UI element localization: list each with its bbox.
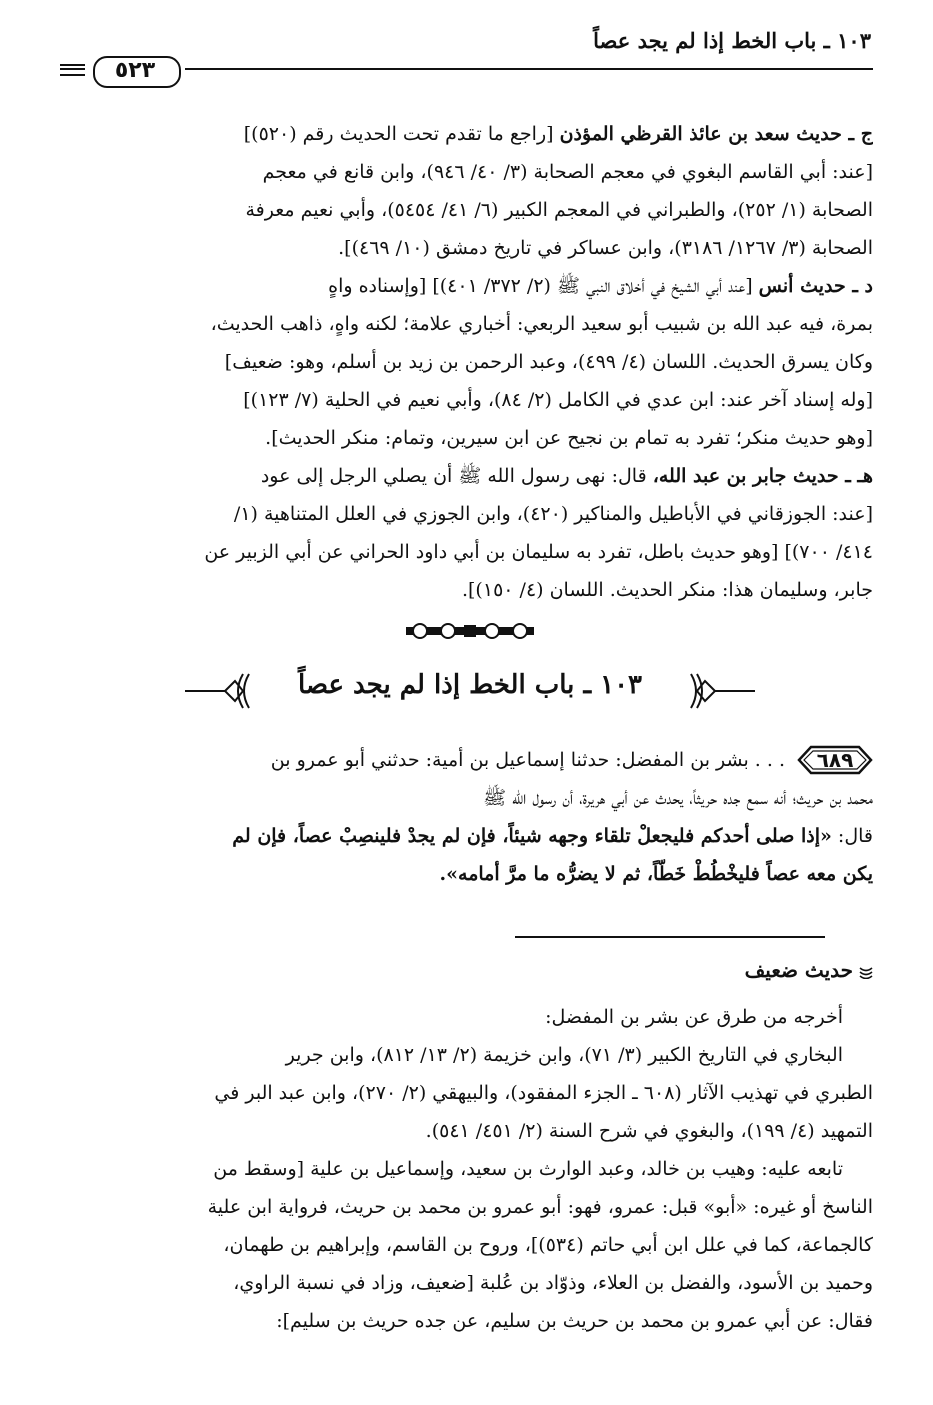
line-text: التمهيد (٤/ ١٩٩)، والبغوي في شرح السنة (٢/ ٤٥١/ ٥٤١). [425,1120,873,1142]
line-text: البخاري في التاريخ الكبير (٣/ ٧١)، وابن خزيمة (٢/ ١٣/ ٨١٢)، وابن جرير [285,1044,843,1066]
ornament-separator [400,622,540,640]
line-text: وكان يسرق الحديث. اللسان (٤/ ٤٩٩)، وعبد الرحمن بن زيد بن أسلم، وهو: ضعيف] [224,351,873,373]
line-text: الصحابة (١/ ٢٥٢)، والطبراني في المعجم الكبير (٦/ ٤١/ ٥٤٥٤)، وأبي نعيم معرفة [245,199,873,221]
text-line [58,533,873,571]
text-line [58,457,873,495]
line-bold: يكن معه عصاً فليخْطُطْ خَطّاً، ثم لا يضرُّه ما مرَّ أمامه». [439,863,873,885]
line-text: تابعه عليه: وهيب بن خالد، وعبد الوارث بن سعيد، وإسماعيل بن علية [وسقط من [213,1158,843,1180]
line-bold: ج ـ حديث سعد بن عائذ القرظي المؤذن [559,123,873,145]
text-line [58,1188,873,1226]
line-text: الطبري في تهذيب الآثار (٦٠٨ ـ الجزء المفقود)، والبيهقي (٢/ ٢٧٠)، وابن عبد البر في [214,1082,873,1104]
text-line [58,1302,873,1340]
hadith-number: ٦٨٩ [816,748,854,772]
page-number: ٥٢٣ [114,58,156,83]
line-text: كالجماعة، كما في علل ابن أبي حاتم (٥٣٤)]، وروح بن القاسم، وإبراهيم بن طهمان، [223,1234,873,1256]
line-text: الناسخ أو غيره: «أبو» قبل: عمرو، فهو: أبو عمرو بن محمد بن حريث، فرواية ابن علية [207,1196,873,1218]
text-line [58,1264,873,1302]
line-text: . . . بشر بن المفضل: حدثنا إسماعيل بن أمية: حدثني أبو عمرو بن [270,749,785,771]
line-text: [وله إسناد آخر عند: ابن عدي في الكامل (٢/ ٨٤)، وأبي نعيم في الحلية (٧/ ١٢٣)] [243,389,873,411]
text-line [58,1074,873,1112]
line-text: محمد بن حريث؛ أنه سمع جده حريثاً، يحدث عن أبي هريرة، أن رسول الله ﷺ [483,787,873,809]
text-line [58,419,873,457]
text-line [58,779,873,817]
text-line [58,343,873,381]
text-line [58,855,873,893]
text-line [58,153,873,191]
grade-marker-icon [859,965,873,979]
line-text: [عند أبي الشيخ في أخلاق النبي ﷺ (٢/ ٣٧٢/ ٤٠١)] [وإسناده واهٍ [328,275,759,297]
text-line [58,381,873,419]
line-text: قال: [831,825,873,847]
line-text: ٤١٤/ ٧٠٠)] [وهو حديث باطل، تفرد به سليمان بن أبي داود الحراني عن أبي الزبير عن [204,541,873,563]
line-bold: هـ ـ حديث جابر بن عبد الله، [652,465,873,487]
text-line [58,741,873,779]
grade-text: حديث ضعيف [744,958,853,982]
hadith-grade [745,958,873,982]
running-title: ١٠٣ ـ باب الخط إذا لم يجد عصاً [593,28,871,53]
text-line [58,1036,873,1074]
hadith-text [58,741,873,893]
text-line [58,1226,873,1264]
line-text: [عند: الجوزقاني في الأباطيل والمناكير (٤٢٠)، وابن الجوزي في العلل المتناهية (١/ [233,503,873,525]
line-text: فقال: عن أبي عمرو بن محمد بن حريث بن سليم، عن جده حريث بن سليم]: [276,1310,873,1332]
line-text: [عند: أبي القاسم البغوي في معجم الصحابة (٣/ ٤٠/ ٩٤٦)، وابن قانع في معجم [262,161,873,183]
text-line [58,229,873,267]
top-section [58,115,873,609]
text-line [58,817,873,855]
line-bold: «إذا صلى أحدكم فليجعلْ تلقاء وجهه شيئاً، فإن لم يجدْ فلينصِبْ عصاً، فإن لم [232,825,832,847]
text-line [58,305,873,343]
line-text: [راجع ما تقدم تحت الحديث رقم (٥٢٠)] [243,123,560,145]
line-text: جابر، وسليمان هذا: منكر الحديث. اللسان (٤/ ١٥٠)]. [461,579,873,601]
page-number-badge [85,54,185,88]
line-text: أخرجه من طرق عن بشر بن المفضل: [545,1006,843,1028]
line-text: الصحابة (٣/ ١٢٦٧/ ٣١٨٦)، وابن عساكر في تاريخ دمشق (١٠/ ٤٦٩)]. [338,237,873,259]
text-line [58,495,873,533]
line-text: [وهو حديث منكر؛ تفرد به تمام بن نجيح عن ابن سيرين، وتمام: منكر الحديث]. [265,427,873,449]
line-text: بمرة، فيه عبد الله بن شبيب أبو سعيد الربعي: أخباري علامة؛ لكنه واهٍ، ذاهب الحديث، [210,313,873,335]
line-text: قال: نهى رسول الله ﷺ أن يصلي الرجل إلى عود [260,465,653,487]
text-line [58,191,873,229]
footnote-rule [515,936,825,938]
text-line [58,1112,873,1150]
chapter-heading [185,666,755,716]
text-line [58,115,873,153]
text-line [58,998,873,1036]
chapter-title: ١٠٣ ـ باب الخط إذا لم يجد عصاً [297,670,643,700]
text-line [58,1150,873,1188]
text-line [58,571,873,609]
line-text: وحميد بن الأسود، والفضل بن العلاء، وذوّاد بن عُلبة [ضعيف، وزاد في نسبة الراوي، [233,1272,873,1294]
text-line [58,267,873,305]
line-bold: د ـ حديث أنس [758,275,873,297]
commentary [58,998,873,1340]
